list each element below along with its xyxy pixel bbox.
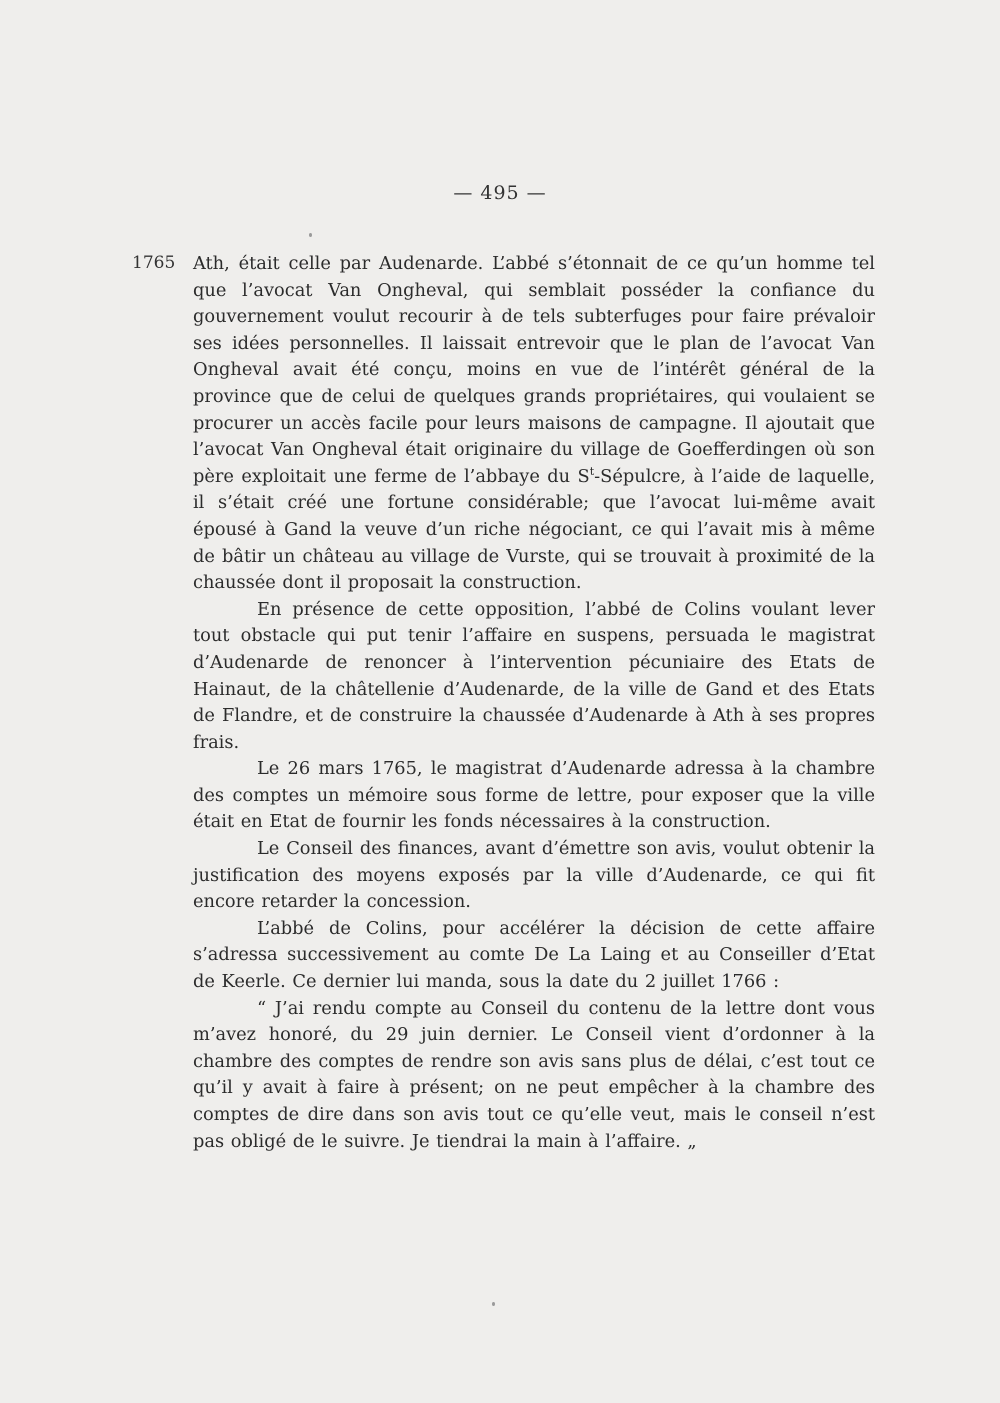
document-body xyxy=(193,251,875,1155)
quoted-letter: “ J’ai rendu compte au Conseil du contenu de la lettre dont vous m’avez honoré, du 29 juin dernier. Le Conseil vient d’ordonner à la chambre des comptes de rendre son avis sans plus de délai, c’est tout ce qu’il y avait à faire à présent; on ne peut empêcher à la chambre des comptes de dire dans son avis tout ce qu’elle veut, mais le conseil n’est pas obligé de le suivre. Je tiendrai la main à l’affaire. „ xyxy=(193,997,875,1152)
paragraph-5: L’abbé de Colins, pour accélérer la décision de cette affaire s’adressa successivement au comte De La Laing et au Conseiller d’Etat de Keerle. Ce dernier lui manda, sous la date du 2 juillet 1766 : xyxy=(193,917,875,993)
page-number: — 495 — xyxy=(453,182,547,204)
paragraph-1-text-b: -Sépulcre, à l’aide de laquelle, il s’était créé une fortune considérable; que l’avocat lui-même avait épousé à Gand la veuve d’un riche négociant, ce qui l’avait mis à même de bâtir un château au village de Vurste, qui se trouvait à proximité de la chaussée dont il proposait la construction. xyxy=(193,465,875,594)
margin-year-note: 1765 xyxy=(132,253,176,273)
paragraph-2: En présence de cette opposition, l’abbé de Colins voulant lever tout obstacle qui put tenir l’affaire en suspens, persuada le magistrat d’Audenarde de renoncer à l’intervention pécuniaire des Etats de Hainaut, de la châtellenie d’Audenarde, de la ville de Gand et des Etats de Flandre, et de construire la chaussée d’Audenarde à Ath à ses propres frais. xyxy=(193,598,875,753)
paper-speck xyxy=(309,233,312,237)
paragraph-4: Le Conseil des finances, avant d’émettre son avis, voulut obtenir la justification des moyens exposés par la ville d’Audenarde, ce qui fit encore retarder la concession. xyxy=(193,838,875,913)
paper-speck xyxy=(492,1302,495,1306)
paragraph-3: Le 26 mars 1765, le magistrat d’Audenarde adressa à la chambre des comptes un mémoire sous forme de lettre, pour exposer que la ville était en Etat de fournir les fonds nécessaires à la construction. xyxy=(193,758,875,833)
paragraph-1 xyxy=(193,251,875,597)
superscript-abbreviation: t xyxy=(589,464,595,478)
paragraph-1-text-a: Ath, était celle par Audenarde. L’abbé s’étonnait de ce qu’un homme tel que l’avocat Van Ongheval, qui semblait posséder la confiance du gouvernement voulut recourir à de tels subterfuges pour faire prévaloir ses idées personnelles. Il laissait entrevoir que le plan de l’avocat Van Ongheval avait été conçu, moins en vue de l’intérêt général de la province que de celui de quelques grands propriétaires, qui voulaient se procurer un accès facile pour leurs maisons de campagne. Il ajoutait que l’avocat Van Ongheval était originaire du village de Goefferdingen où son père exploitait une ferme de l’abbaye du S xyxy=(193,253,875,487)
